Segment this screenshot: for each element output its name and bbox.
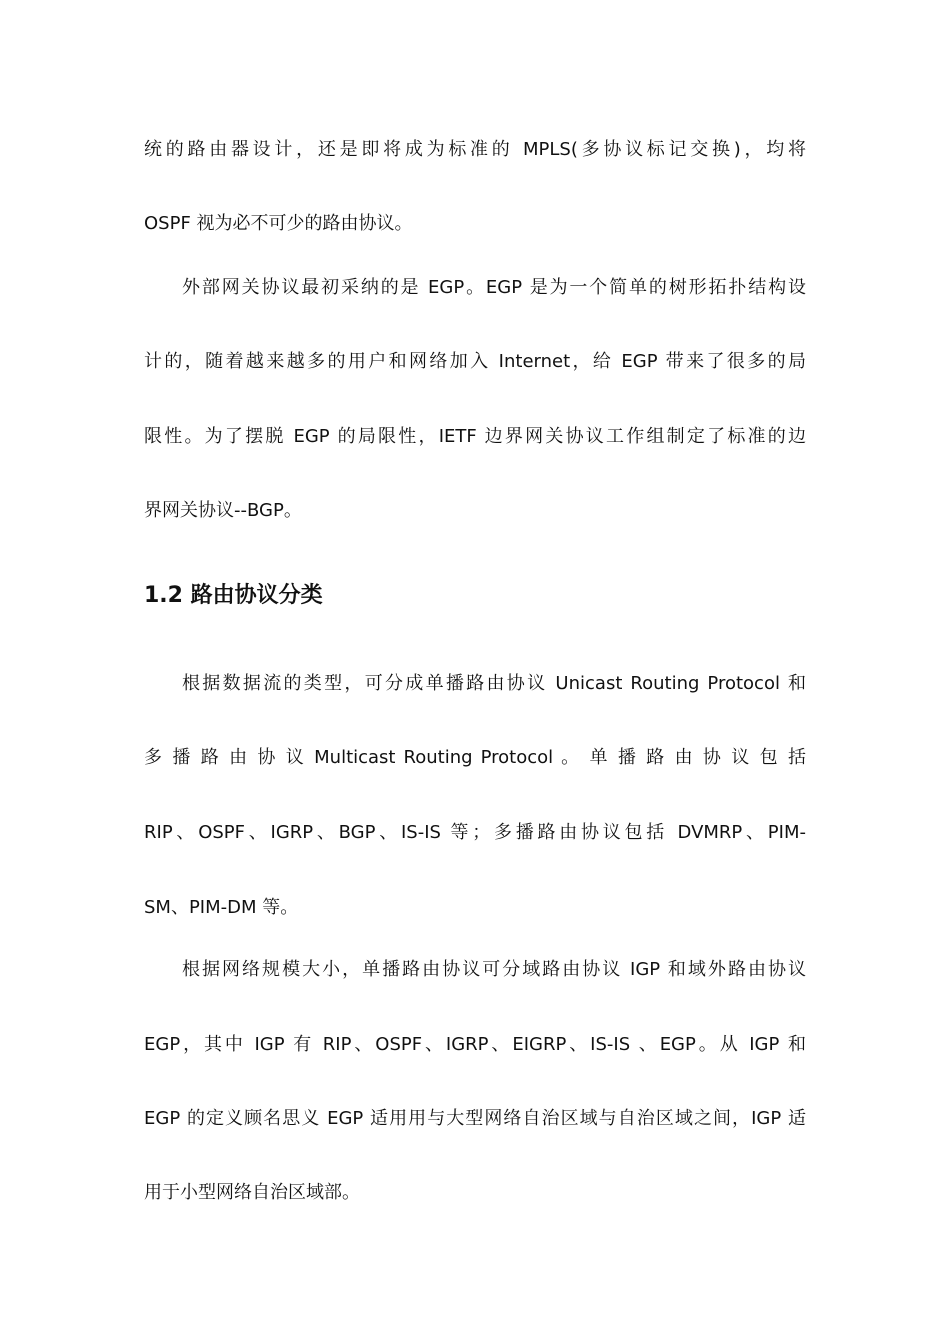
section-heading: 1.2 路由协议分类 [144, 583, 323, 608]
paragraph-line: EGP 的定义顾名思义 EGP 适用用与大型网络自治区域与自治区域之间，IGP 适 [144, 1108, 806, 1129]
paragraph-line: 计的，随着越来越多的用户和网络加入 Internet，给 EGP 带来了很多的局 [144, 351, 806, 372]
paragraph-line: 根据数据流的类型，可分成单播路由协议 Unicast Routing Protocol 和 [182, 673, 806, 694]
paragraph-line: SM、PIM-DM 等。 [144, 897, 299, 918]
paragraph-line: 限性。为了摆脱 EGP 的局限性，IETF 边界网关协议工作组制定了标准的边 [144, 426, 806, 447]
paragraph-line: RIP、OSPF、IGRP、BGP、IS-IS 等；多播路由协议包括 DVMRP、PIM- [144, 822, 806, 843]
paragraph-line: 外部网关协议最初采纳的是 EGP。EGP 是为一个简单的树形拓扑结构设 [182, 277, 806, 298]
paragraph-line: 根据网络规模大小，单播路由协议可分域路由协议 IGP 和域外路由协议 [182, 959, 806, 980]
paragraph-line: 统的路由器设计，还是即将成为标准的 MPLS(多协议标记交换)，均将 [144, 139, 806, 160]
paragraph-line: OSPF 视为必不可少的路由协议。 [144, 213, 413, 234]
paragraph-line: 用于小型网络自治区域部。 [144, 1182, 360, 1203]
paragraph-line: 界网关协议--BGP。 [144, 500, 302, 521]
paragraph-line: 多 播 路 由 协 议 Multicast Routing Protocol 。 单 播 路 由 协 议 包 括 [144, 747, 806, 768]
paragraph-line: EGP，其中 IGP 有 RIP、OSPF、IGRP、EIGRP、IS-IS 、EGP。从 IGP 和 [144, 1034, 806, 1055]
